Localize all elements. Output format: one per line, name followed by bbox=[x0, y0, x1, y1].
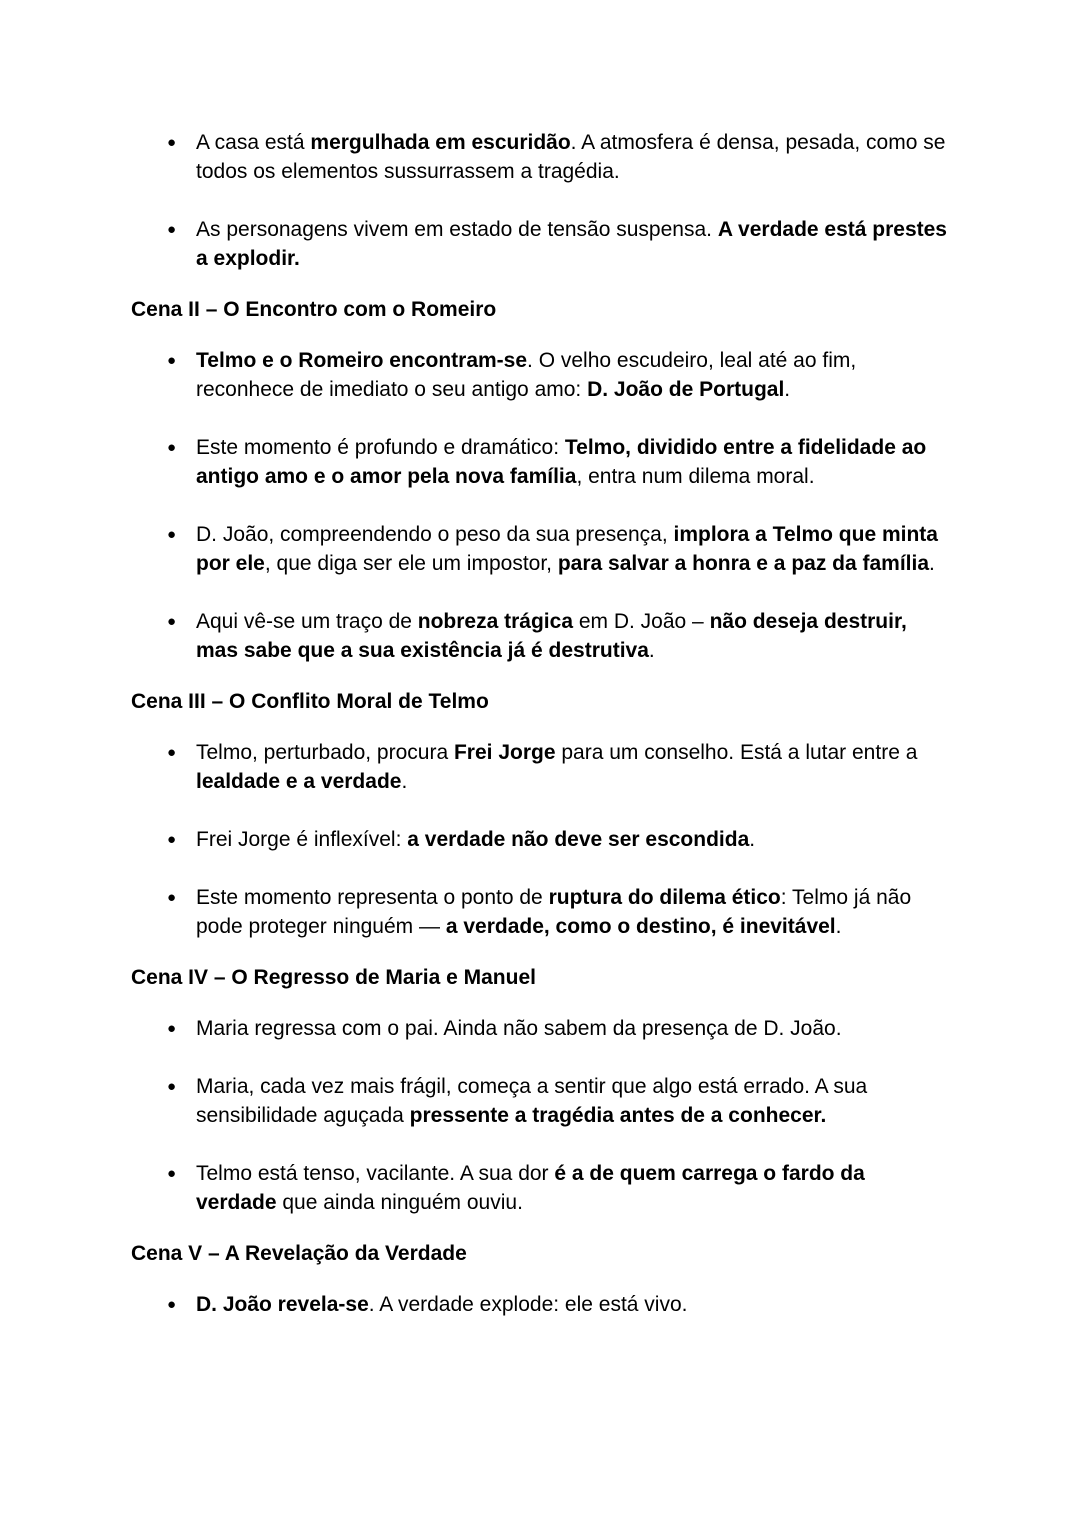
bold-text-run: mergulhada em escuridão bbox=[310, 131, 571, 154]
list-item bbox=[131, 1072, 951, 1130]
list-item bbox=[131, 825, 951, 854]
section-heading-cena-5: Cena V – A Revelação da Verdade bbox=[131, 1242, 467, 1265]
text-run: : Telmo já não pode proteger ninguém — bbox=[196, 886, 912, 938]
bullet-icon: ● bbox=[167, 889, 177, 906]
text-run: . bbox=[929, 552, 935, 575]
bold-text-run: D. João revela-se bbox=[196, 1293, 369, 1316]
bullet-icon: ● bbox=[167, 526, 177, 543]
text-run: . A verdade explode: ele está vivo. bbox=[368, 1293, 688, 1316]
bullet-icon: ● bbox=[167, 221, 177, 238]
intro-bullet-list bbox=[131, 128, 951, 273]
text-run: , entra num dilema moral. bbox=[576, 465, 815, 488]
bold-text-run: Frei Jorge bbox=[453, 741, 556, 764]
text-run: em D. João – bbox=[573, 610, 710, 633]
list-item bbox=[131, 607, 951, 665]
bullet-icon: ● bbox=[167, 1296, 177, 1313]
text-run: Este momento representa o ponto de bbox=[196, 886, 549, 909]
bold-text-run: a verdade, como o destino, é inevitável bbox=[445, 915, 836, 938]
text-run: . bbox=[401, 770, 408, 793]
bold-text-run: pressente a tragédia antes de a conhecer. bbox=[409, 1104, 827, 1127]
bold-text-run: para salvar a honra e a paz da família bbox=[557, 552, 930, 575]
bold-text-run: não deseja destruir, mas sabe que a sua existência já é destrutiva bbox=[196, 610, 907, 662]
text-run: que ainda ninguém ouviu. bbox=[276, 1191, 523, 1214]
list-item bbox=[131, 128, 951, 186]
text-run: Telmo, perturbado, procura bbox=[196, 741, 454, 764]
bullet-icon: ● bbox=[167, 831, 177, 848]
text-run: D. João, compreendendo o peso da sua presença, bbox=[196, 523, 674, 546]
bold-text-run: implora a Telmo que minta por ele bbox=[196, 523, 938, 575]
cena-3-bullet-list bbox=[131, 738, 951, 941]
bold-text-run: é a de quem carrega o fardo da verdade bbox=[196, 1162, 865, 1214]
text-run: Aqui vê-se um traço de bbox=[196, 610, 418, 633]
bold-text-run: ruptura do dilema ético bbox=[548, 886, 781, 909]
bullet-icon: ● bbox=[167, 1165, 177, 1182]
cena-2-bullet-list bbox=[131, 346, 951, 665]
text-run: Este momento é profundo e dramático: bbox=[196, 436, 565, 459]
text-run: . O velho escudeiro, leal até ao fim, reconhece de imediato o seu antigo amo: bbox=[196, 349, 857, 401]
bold-text-run: A verdade está prestes a explodir. bbox=[196, 218, 947, 270]
list-item bbox=[131, 520, 951, 578]
bullet-icon: ● bbox=[167, 1020, 177, 1037]
text-run: A casa está bbox=[196, 131, 311, 154]
bullet-icon: ● bbox=[167, 439, 177, 456]
text-run: . bbox=[749, 828, 756, 851]
list-item bbox=[131, 1290, 951, 1319]
text-run: . A atmosfera é densa, pesada, como se todos os elementos sussurrassem a tragédia. bbox=[196, 131, 946, 183]
bold-text-run: nobreza trágica bbox=[417, 610, 573, 633]
bold-text-run: lealdade e a verdade bbox=[196, 770, 402, 793]
bullet-icon: ● bbox=[167, 744, 177, 761]
bold-text-run: Telmo e o Romeiro encontram-se bbox=[196, 349, 528, 372]
bullet-icon: ● bbox=[167, 352, 177, 369]
text-run: , que diga ser ele um impostor, bbox=[264, 552, 558, 575]
bullet-icon: ● bbox=[167, 134, 177, 151]
text-run: Telmo está tenso, vacilante. A sua dor bbox=[196, 1162, 555, 1185]
bold-text-run: a verdade não deve ser escondida bbox=[407, 828, 750, 851]
text-run: As personagens vivem em estado de tensão suspensa. bbox=[196, 218, 718, 241]
section-heading-cena-4: Cena IV – O Regresso de Maria e Manuel bbox=[131, 966, 536, 989]
list-item bbox=[131, 346, 951, 404]
bullet-icon: ● bbox=[167, 1078, 177, 1095]
list-item bbox=[131, 883, 951, 941]
list-item bbox=[131, 1159, 951, 1217]
list-item bbox=[131, 738, 951, 796]
bold-text-run: Telmo, dividido entre a fidelidade ao antigo amo e o amor pela nova família bbox=[196, 436, 927, 488]
document-page bbox=[131, 128, 951, 1319]
text-run: para um conselho. Está a lutar entre a bbox=[555, 741, 918, 764]
bullet-icon: ● bbox=[167, 613, 177, 630]
text-run: . bbox=[835, 915, 842, 938]
list-item bbox=[131, 215, 951, 273]
cena-5-bullet-list bbox=[131, 1290, 951, 1319]
cena-4-bullet-list bbox=[131, 1014, 951, 1217]
list-item bbox=[131, 1014, 951, 1043]
text-run: Maria regressa com o pai. Ainda não sabem da presença de D. João. bbox=[196, 1017, 842, 1040]
section-heading-cena-2: Cena II – O Encontro com o Romeiro bbox=[131, 298, 497, 321]
list-item bbox=[131, 433, 951, 491]
bold-text-run: D. João de Portugal bbox=[587, 378, 785, 401]
text-run: Maria, cada vez mais frágil, começa a sentir que algo está errado. A sua sensibilidade aguçada bbox=[196, 1075, 868, 1127]
text-run: . bbox=[784, 378, 791, 401]
section-heading-cena-3: Cena III – O Conflito Moral de Telmo bbox=[131, 690, 489, 713]
text-run: Frei Jorge é inflexível: bbox=[196, 828, 408, 851]
text-run: . bbox=[648, 639, 655, 662]
